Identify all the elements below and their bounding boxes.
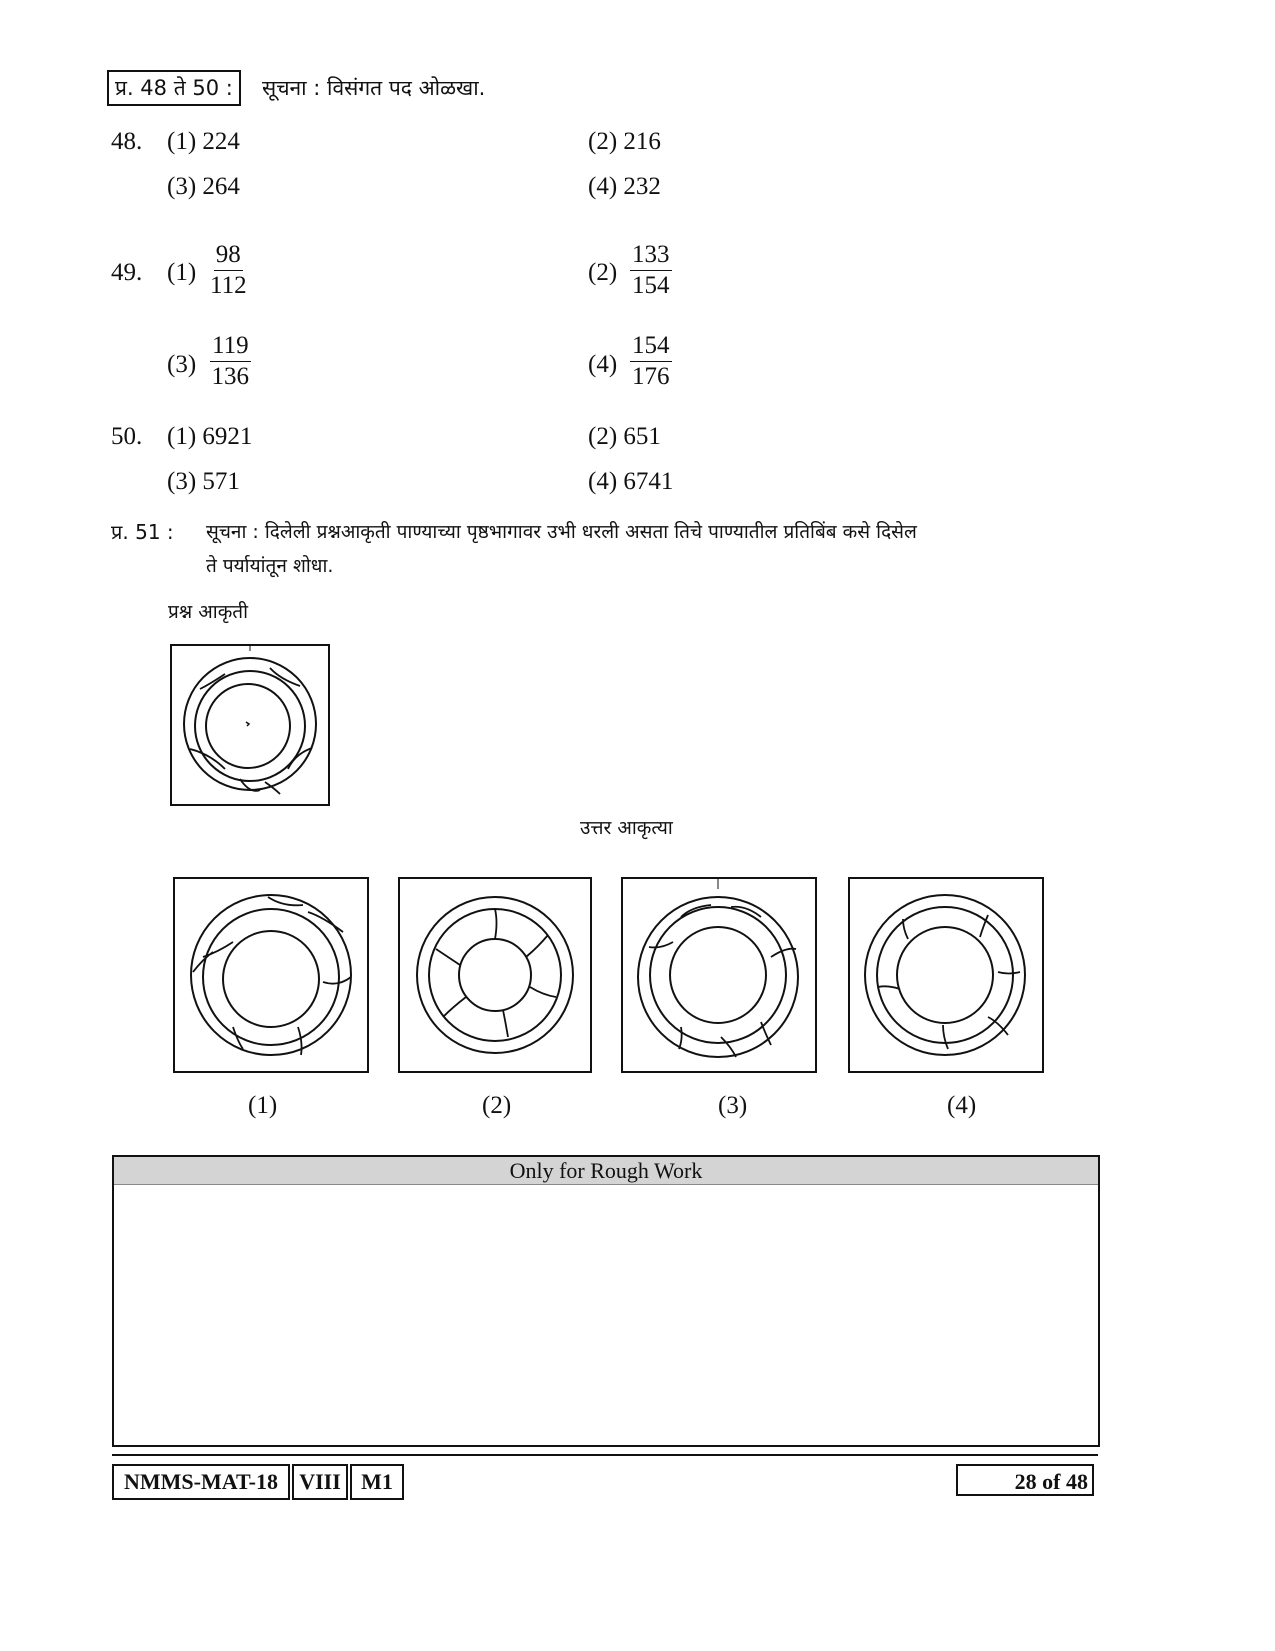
- question-number-49: 49.: [111, 259, 143, 286]
- footer-medium: M1: [350, 1464, 404, 1500]
- answer-figure-2[interactable]: [398, 877, 594, 1075]
- answer-figure-1[interactable]: [173, 877, 371, 1075]
- answer-label-4: (4): [947, 1092, 977, 1119]
- q49-option-3-fraction: [210, 331, 251, 392]
- question-number-50: 50.: [111, 423, 143, 450]
- q50-option-2: (2) 651: [588, 423, 661, 450]
- footer-divider: [112, 1454, 1098, 1456]
- rough-work-title: Only for Rough Work: [114, 1157, 1098, 1185]
- q48-option-4: (4) 232: [588, 173, 661, 200]
- footer-page-number: 28 of 48: [956, 1464, 1094, 1496]
- q51-instruction-line-2: ते पर्यायांतून शोधा.: [206, 555, 334, 577]
- q48-option-3: (3) 264: [167, 173, 240, 200]
- q48-option-1: (1) 224: [167, 128, 240, 155]
- q49-option-4-label: (4): [588, 351, 618, 378]
- numerator: 98: [214, 240, 243, 271]
- question-figure-label: प्रश्न आकृती: [168, 601, 249, 623]
- q49-option-4-fraction: [630, 331, 672, 392]
- instruction-text-48-50: सूचना : विसंगत पद ओळखा.: [262, 76, 486, 100]
- answer-label-3: (3): [718, 1092, 748, 1119]
- answer-figure-4[interactable]: [848, 877, 1046, 1075]
- denominator: 136: [211, 363, 250, 390]
- answer-label-1: (1): [248, 1092, 278, 1119]
- question-label-51: प्र. 51 :: [111, 520, 174, 544]
- denominator: 112: [210, 272, 247, 299]
- numerator: 133: [630, 240, 672, 271]
- q50-option-4: (4) 6741: [588, 468, 674, 495]
- q50-option-1: (1) 6921: [167, 423, 253, 450]
- q51-instruction-line-1: सूचना : दिलेली प्रश्नआकृती पाण्याच्या पृष्ठभागावर उभी धरली असता तिचे पाण्यातील प्रतिबिंब कसे दिसेल: [206, 521, 917, 543]
- answer-figures-label: उत्तर आकृत्या: [580, 817, 673, 839]
- q50-option-3: (3) 571: [167, 468, 240, 495]
- q49-option-1-fraction: [210, 240, 247, 301]
- instruction-label-48-50: प्र. 48 ते 50 :: [107, 70, 241, 106]
- denominator: 154: [632, 272, 670, 299]
- answer-label-2: (2): [482, 1092, 512, 1119]
- q49-option-1-label: (1): [167, 259, 197, 286]
- footer-class: VIII: [292, 1464, 348, 1500]
- question-figure: [170, 644, 332, 808]
- question-number-48: 48.: [111, 128, 143, 155]
- answer-figure-3[interactable]: [621, 877, 819, 1075]
- denominator: 176: [632, 363, 670, 390]
- q48-option-2: (2) 216: [588, 128, 661, 155]
- q49-option-2-label: (2): [588, 259, 618, 286]
- rough-work-area[interactable]: [112, 1155, 1100, 1447]
- q49-option-2-fraction: [630, 240, 672, 301]
- numerator: 119: [210, 331, 251, 362]
- q49-option-3-label: (3): [167, 351, 197, 378]
- numerator: 154: [630, 331, 672, 362]
- footer-exam-code: NMMS-MAT-18: [112, 1464, 290, 1500]
